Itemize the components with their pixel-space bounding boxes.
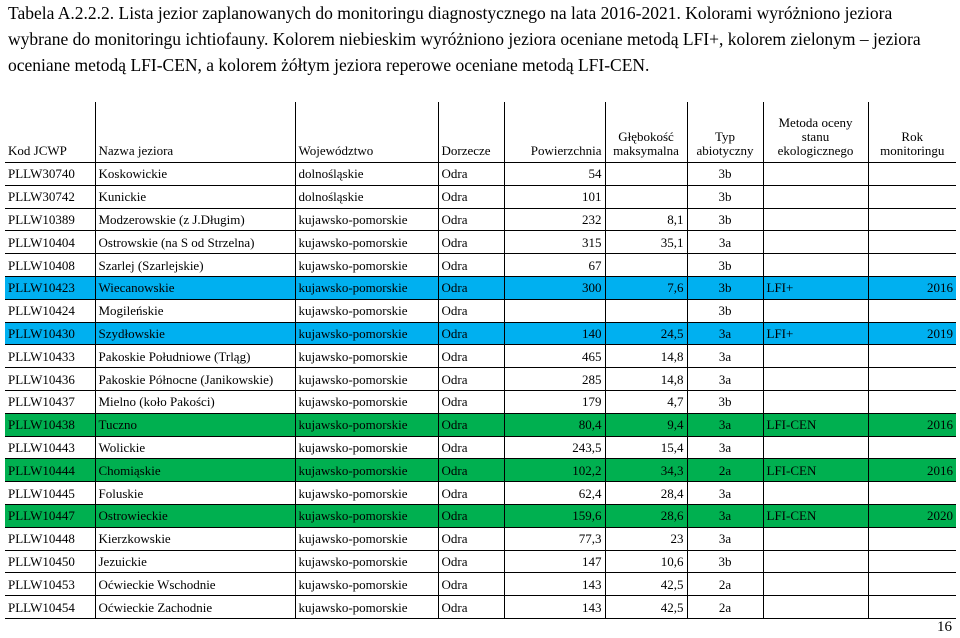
- cell-metoda: [763, 573, 868, 596]
- table-header-row: [5, 102, 956, 163]
- cell-glebokosc: 42,5: [605, 596, 687, 619]
- cell-glebokosc: 7,6: [605, 276, 687, 299]
- cell-nazwa: Oćwieckie Wschodnie: [95, 573, 295, 596]
- cell-wojewodztwo: kujawsko-pomorskie: [295, 596, 438, 619]
- header-typ: Typ abiotyczny: [687, 102, 763, 163]
- cell-nazwa: Foluskie: [95, 482, 295, 505]
- cell-nazwa: Ostrowskie (na S od Strzelna): [95, 231, 295, 254]
- header-nazwa: Nazwa jeziora: [95, 102, 295, 163]
- cell-dorzecze: Odra: [438, 459, 504, 482]
- cell-glebokosc: 9,4: [605, 413, 687, 436]
- cell-metoda: [763, 482, 868, 505]
- cell-glebokosc: 10,6: [605, 550, 687, 573]
- cell-kod: PLLW10436: [5, 368, 95, 391]
- cell-nazwa: Kunickie: [95, 185, 295, 208]
- cell-kod: PLLW10454: [5, 596, 95, 619]
- cell-powierzchnia: 140: [504, 322, 605, 345]
- cell-powierzchnia: 54: [504, 163, 605, 186]
- cell-rok: [868, 208, 956, 231]
- cell-typ: 3b: [687, 185, 763, 208]
- header-wojewodztwo: Województwo: [295, 102, 438, 163]
- cell-kod: PLLW10445: [5, 482, 95, 505]
- table-row: [5, 573, 956, 596]
- cell-metoda: [763, 254, 868, 277]
- cell-typ: 3a: [687, 345, 763, 368]
- cell-powierzchnia: 232: [504, 208, 605, 231]
- cell-typ: 3a: [687, 482, 763, 505]
- cell-rok: [868, 185, 956, 208]
- cell-kod: PLLW30742: [5, 185, 95, 208]
- cell-powierzchnia: 143: [504, 573, 605, 596]
- cell-wojewodztwo: kujawsko-pomorskie: [295, 550, 438, 573]
- cell-glebokosc: [605, 185, 687, 208]
- cell-glebokosc: 42,5: [605, 573, 687, 596]
- cell-metoda: [763, 231, 868, 254]
- cell-metoda: LFI-CEN: [763, 459, 868, 482]
- cell-kod: PLLW10404: [5, 231, 95, 254]
- cell-powierzchnia: 315: [504, 231, 605, 254]
- cell-dorzecze: Odra: [438, 550, 504, 573]
- cell-typ: 2a: [687, 596, 763, 619]
- cell-kod: PLLW10450: [5, 550, 95, 573]
- cell-nazwa: Mogileńskie: [95, 299, 295, 322]
- cell-wojewodztwo: kujawsko-pomorskie: [295, 299, 438, 322]
- cell-kod: PLLW10423: [5, 276, 95, 299]
- cell-wojewodztwo: kujawsko-pomorskie: [295, 322, 438, 345]
- header-rok: Rok monitoringu: [868, 102, 956, 163]
- cell-kod: PLLW30740: [5, 163, 95, 186]
- cell-powierzchnia: 243,5: [504, 436, 605, 459]
- cell-rok: [868, 573, 956, 596]
- cell-rok: [868, 596, 956, 619]
- cell-rok: [868, 299, 956, 322]
- cell-typ: 3b: [687, 254, 763, 277]
- cell-powierzchnia: 179: [504, 390, 605, 413]
- cell-powierzchnia: 300: [504, 276, 605, 299]
- cell-typ: 3a: [687, 527, 763, 550]
- table-row: [5, 208, 956, 231]
- cell-glebokosc: 14,8: [605, 345, 687, 368]
- cell-glebokosc: 14,8: [605, 368, 687, 391]
- cell-powierzchnia: 285: [504, 368, 605, 391]
- cell-nazwa: Kierzkowskie: [95, 527, 295, 550]
- cell-powierzchnia: 143: [504, 596, 605, 619]
- cell-dorzecze: Odra: [438, 390, 504, 413]
- cell-dorzecze: Odra: [438, 185, 504, 208]
- table-row: [5, 527, 956, 550]
- cell-rok: [868, 231, 956, 254]
- cell-typ: 3b: [687, 208, 763, 231]
- cell-rok: 2016: [868, 459, 956, 482]
- cell-wojewodztwo: kujawsko-pomorskie: [295, 368, 438, 391]
- cell-typ: 3a: [687, 368, 763, 391]
- header-metoda: Metoda oceny stanu ekologicznego: [763, 102, 868, 163]
- cell-dorzecze: Odra: [438, 345, 504, 368]
- cell-rok: [868, 368, 956, 391]
- cell-dorzecze: Odra: [438, 573, 504, 596]
- cell-glebokosc: 4,7: [605, 390, 687, 413]
- cell-glebokosc: [605, 163, 687, 186]
- cell-typ: 3b: [687, 299, 763, 322]
- cell-powierzchnia: 101: [504, 185, 605, 208]
- table-row: [5, 163, 956, 186]
- cell-nazwa: Modzerowskie (z J.Długim): [95, 208, 295, 231]
- cell-typ: 3b: [687, 163, 763, 186]
- table-row: [5, 504, 956, 527]
- cell-wojewodztwo: kujawsko-pomorskie: [295, 482, 438, 505]
- cell-wojewodztwo: kujawsko-pomorskie: [295, 413, 438, 436]
- table-row: [5, 231, 956, 254]
- cell-nazwa: Koskowickie: [95, 163, 295, 186]
- cell-kod: PLLW10447: [5, 504, 95, 527]
- table-row: [5, 322, 956, 345]
- cell-nazwa: Wiecanowskie: [95, 276, 295, 299]
- cell-typ: 3a: [687, 504, 763, 527]
- cell-rok: [868, 163, 956, 186]
- cell-typ: 2a: [687, 459, 763, 482]
- cell-glebokosc: [605, 299, 687, 322]
- table-row: [5, 276, 956, 299]
- lake-table: [5, 102, 956, 619]
- header-kod: Kod JCWP: [5, 102, 95, 163]
- cell-metoda: [763, 550, 868, 573]
- cell-kod: PLLW10430: [5, 322, 95, 345]
- cell-metoda: [763, 299, 868, 322]
- cell-nazwa: Mielno (koło Pakości): [95, 390, 295, 413]
- table-row: [5, 436, 956, 459]
- cell-wojewodztwo: kujawsko-pomorskie: [295, 231, 438, 254]
- cell-metoda: [763, 208, 868, 231]
- cell-nazwa: Chomiąskie: [95, 459, 295, 482]
- cell-powierzchnia: 147: [504, 550, 605, 573]
- cell-kod: PLLW10424: [5, 299, 95, 322]
- cell-rok: 2020: [868, 504, 956, 527]
- cell-kod: PLLW10389: [5, 208, 95, 231]
- cell-rok: [868, 345, 956, 368]
- cell-kod: PLLW10448: [5, 527, 95, 550]
- cell-kod: PLLW10408: [5, 254, 95, 277]
- cell-rok: [868, 254, 956, 277]
- table-row: [5, 482, 956, 505]
- cell-powierzchnia: 62,4: [504, 482, 605, 505]
- cell-dorzecze: Odra: [438, 413, 504, 436]
- cell-powierzchnia: 77,3: [504, 527, 605, 550]
- table-row: [5, 459, 956, 482]
- cell-dorzecze: Odra: [438, 231, 504, 254]
- table-body: [5, 163, 956, 619]
- cell-kod: PLLW10433: [5, 345, 95, 368]
- cell-dorzecze: Odra: [438, 527, 504, 550]
- cell-glebokosc: 24,5: [605, 322, 687, 345]
- cell-rok: 2016: [868, 413, 956, 436]
- cell-rok: [868, 436, 956, 459]
- cell-wojewodztwo: kujawsko-pomorskie: [295, 254, 438, 277]
- cell-powierzchnia: [504, 299, 605, 322]
- cell-wojewodztwo: dolnośląskie: [295, 185, 438, 208]
- cell-metoda: [763, 345, 868, 368]
- cell-typ: 3a: [687, 413, 763, 436]
- cell-rok: [868, 482, 956, 505]
- cell-rok: 2016: [868, 276, 956, 299]
- cell-dorzecze: Odra: [438, 436, 504, 459]
- cell-nazwa: Pakoskie Północne (Janikowskie): [95, 368, 295, 391]
- cell-metoda: LFI+: [763, 322, 868, 345]
- header-dorzecze: Dorzecze: [438, 102, 504, 163]
- cell-typ: 2a: [687, 573, 763, 596]
- cell-rok: [868, 550, 956, 573]
- cell-wojewodztwo: kujawsko-pomorskie: [295, 504, 438, 527]
- cell-dorzecze: Odra: [438, 276, 504, 299]
- cell-dorzecze: Odra: [438, 596, 504, 619]
- table-row: [5, 413, 956, 436]
- cell-glebokosc: [605, 254, 687, 277]
- cell-nazwa: Jezuickie: [95, 550, 295, 573]
- cell-dorzecze: Odra: [438, 322, 504, 345]
- cell-kod: PLLW10444: [5, 459, 95, 482]
- cell-metoda: [763, 436, 868, 459]
- cell-dorzecze: Odra: [438, 163, 504, 186]
- cell-nazwa: Ostrowieckie: [95, 504, 295, 527]
- cell-rok: [868, 390, 956, 413]
- cell-wojewodztwo: kujawsko-pomorskie: [295, 390, 438, 413]
- cell-dorzecze: Odra: [438, 368, 504, 391]
- cell-metoda: [763, 368, 868, 391]
- cell-metoda: [763, 596, 868, 619]
- cell-wojewodztwo: dolnośląskie: [295, 163, 438, 186]
- page-number: 16: [937, 619, 952, 635]
- cell-wojewodztwo: kujawsko-pomorskie: [295, 276, 438, 299]
- cell-kod: PLLW10443: [5, 436, 95, 459]
- cell-dorzecze: Odra: [438, 482, 504, 505]
- table-row: [5, 550, 956, 573]
- cell-typ: 3a: [687, 436, 763, 459]
- cell-powierzchnia: 67: [504, 254, 605, 277]
- cell-powierzchnia: 102,2: [504, 459, 605, 482]
- cell-rok: 2019: [868, 322, 956, 345]
- table-row: [5, 368, 956, 391]
- cell-dorzecze: Odra: [438, 504, 504, 527]
- cell-typ: 3b: [687, 276, 763, 299]
- table-caption: Tabela A.2.2.2. Lista jezior zaplanowanych do monitoringu diagnostycznego na lata 2016-2021. Kolorami wyróżniono jeziora wybrane do monitoringu ichtiofauny. Kolorem niebieskim wyróżniono jeziora oceniane metodą LFI+, kolorem zielonym – jeziora oceniane metodą LFI-CEN, a kolorem żółtym jeziora reperowe oceniane metodą LFI-CEN.: [8, 3, 921, 75]
- table-row: [5, 185, 956, 208]
- cell-glebokosc: 15,4: [605, 436, 687, 459]
- cell-glebokosc: 35,1: [605, 231, 687, 254]
- header-powierzchnia: Powierzchnia: [504, 102, 605, 163]
- table-row: [5, 299, 956, 322]
- cell-nazwa: Oćwieckie Zachodnie: [95, 596, 295, 619]
- cell-wojewodztwo: kujawsko-pomorskie: [295, 208, 438, 231]
- cell-kod: PLLW10438: [5, 413, 95, 436]
- cell-wojewodztwo: kujawsko-pomorskie: [295, 459, 438, 482]
- cell-kod: PLLW10453: [5, 573, 95, 596]
- cell-kod: PLLW10437: [5, 390, 95, 413]
- cell-typ: 3b: [687, 390, 763, 413]
- cell-wojewodztwo: kujawsko-pomorskie: [295, 573, 438, 596]
- cell-dorzecze: Odra: [438, 254, 504, 277]
- cell-nazwa: Pakoskie Południowe (Trląg): [95, 345, 295, 368]
- table-row: [5, 345, 956, 368]
- cell-wojewodztwo: kujawsko-pomorskie: [295, 436, 438, 459]
- cell-rok: [868, 527, 956, 550]
- cell-metoda: LFI+: [763, 276, 868, 299]
- cell-dorzecze: Odra: [438, 299, 504, 322]
- cell-glebokosc: 8,1: [605, 208, 687, 231]
- cell-metoda: [763, 390, 868, 413]
- cell-powierzchnia: 465: [504, 345, 605, 368]
- header-glebokosc: Głębokość maksymalna: [605, 102, 687, 163]
- cell-metoda: [763, 185, 868, 208]
- cell-glebokosc: 28,6: [605, 504, 687, 527]
- cell-metoda: [763, 527, 868, 550]
- cell-nazwa: Wolickie: [95, 436, 295, 459]
- cell-wojewodztwo: kujawsko-pomorskie: [295, 345, 438, 368]
- cell-nazwa: Tuczno: [95, 413, 295, 436]
- cell-glebokosc: 23: [605, 527, 687, 550]
- cell-nazwa: Szarlej (Szarlejskie): [95, 254, 295, 277]
- cell-typ: 3b: [687, 550, 763, 573]
- cell-powierzchnia: 80,4: [504, 413, 605, 436]
- cell-nazwa: Szydłowskie: [95, 322, 295, 345]
- cell-glebokosc: 28,4: [605, 482, 687, 505]
- table-row: [5, 390, 956, 413]
- cell-typ: 3a: [687, 322, 763, 345]
- table-row: [5, 254, 956, 277]
- cell-metoda: LFI-CEN: [763, 413, 868, 436]
- table-row: [5, 596, 956, 619]
- cell-typ: 3a: [687, 231, 763, 254]
- cell-dorzecze: Odra: [438, 208, 504, 231]
- cell-glebokosc: 34,3: [605, 459, 687, 482]
- cell-powierzchnia: 159,6: [504, 504, 605, 527]
- cell-metoda: LFI-CEN: [763, 504, 868, 527]
- cell-wojewodztwo: kujawsko-pomorskie: [295, 527, 438, 550]
- cell-metoda: [763, 163, 868, 186]
